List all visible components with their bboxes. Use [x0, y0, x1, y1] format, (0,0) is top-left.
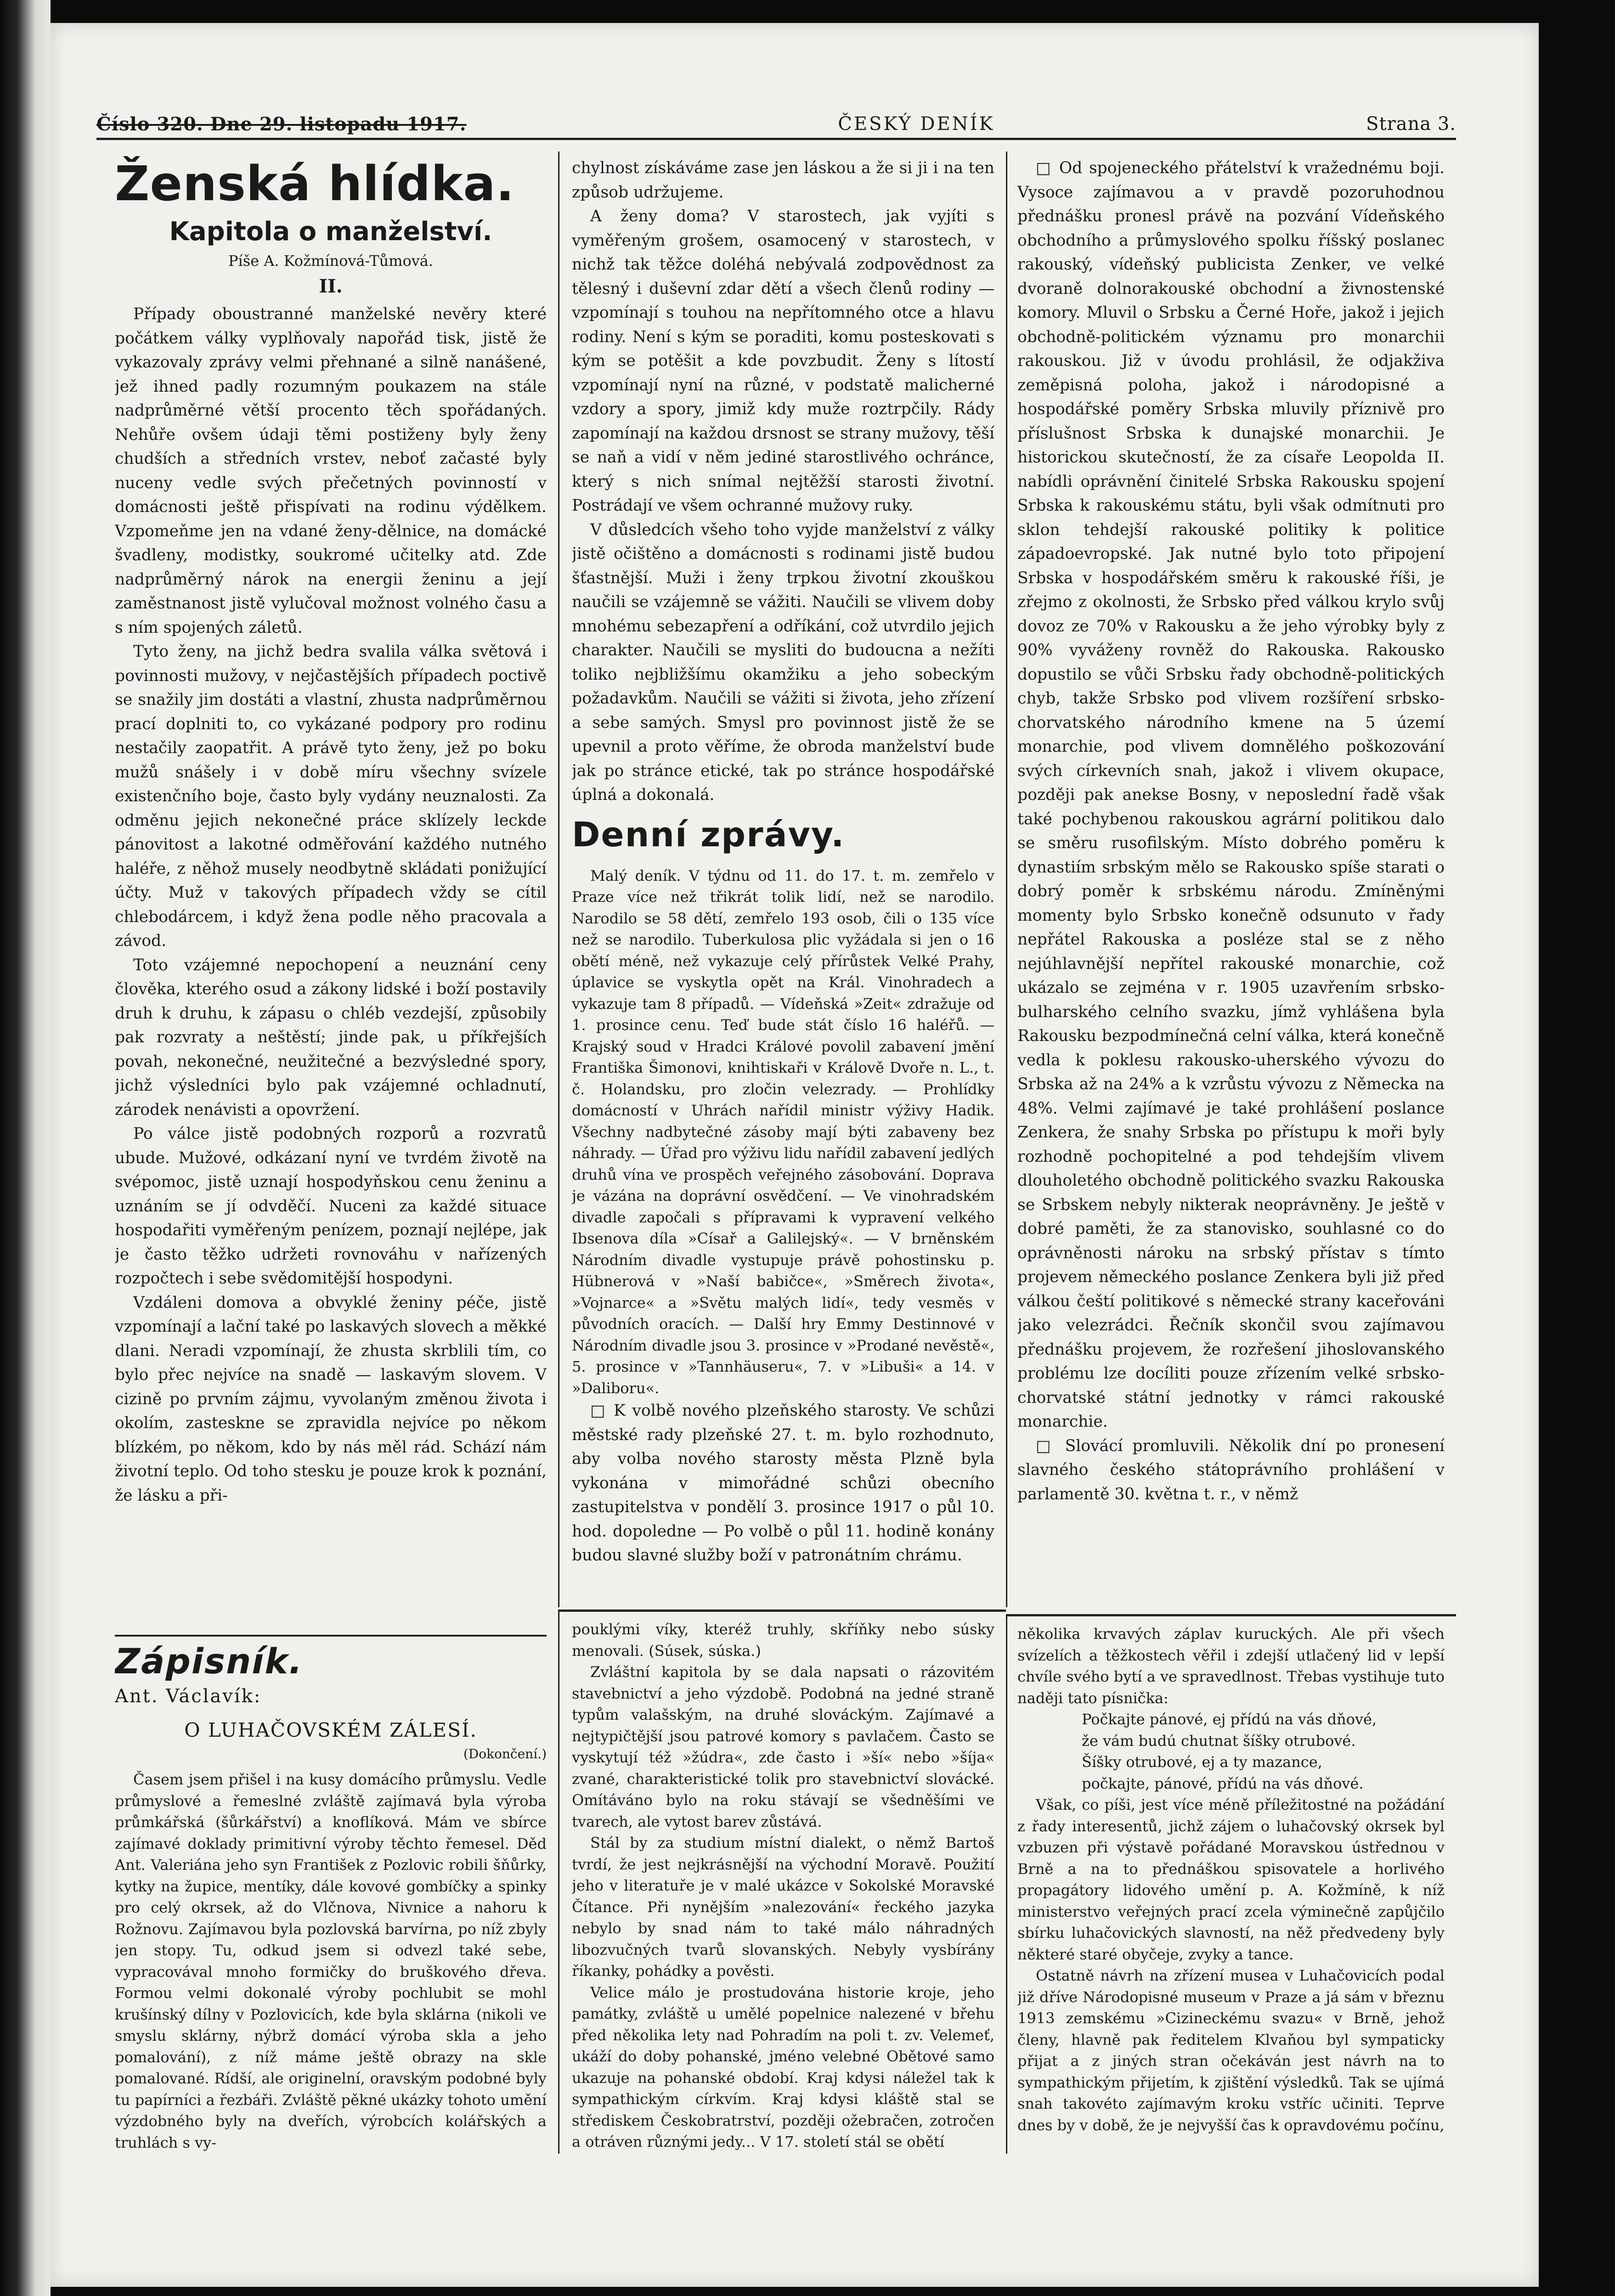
paragraph: V důsledcích všeho toho vyjde manželství z války jistě očištěno a domácnosti s rodinami jistě budou šťastnější. Muži i ženy trpkou životní zkouškou naučili se vzájemně se vážiti. Naučili se vlivem doby mnohému sebezapření a odříkání, což utvrdilo jejich charakter. Naučili se mysliti do budoucna a nežíti toliko nejbližšímu okamžiku a jeho sobeckým požadavkům. Naučili se vážiti si života, jeho zřízení a sebe samých. Smysl pro povinnost jistě že se upevnil a proto věříme, že obroda manželství bude jak po stránce etické, tak po stránce hospodářské úplná a dokonalá.: [572, 520, 994, 804]
column-3-top: [1017, 156, 1445, 1607]
section-heading: Ženská hlídka.: [115, 156, 515, 212]
column-rule: [558, 152, 559, 1607]
paragraph: Zvláštní kapitola by se dala napsati o rázovitém stavebnictví a jeho výzdobě. Podobná na jedné straně typům valašským, na druhé slováckým. Zajímavé a nejtypičtější jsou patrové komory s pavlačem. Často se vyskytují též »žúdra«, zde často i »ší« nebo »šíja« zvané, charakteristické tolik pro stavebnictví slovácké. Omítáváno bylo na roku stávají se všedněšími ve tvarech, ale vytost barev zůstává.: [572, 1663, 994, 1830]
paragraph: Ostatně návrh na zřízení musea v Luhačovicích podal již dříve Národopisné museum v Praze a já sám v březnu 1913 zemskému »Cizineckému svazu« v Brně, jehož členy, hlavně pak ředitelem Klvaňou byl sympaticky přijat a z jiných stran očekáván jest návrh na to sympathickým přijetím, k zjištění výsledků. Tak se ujímá snah takovéto zajímavým kroku vstříc učiniti. Teprve dnes by v době, že je nejvyšší čas k opravdovému počínu,: [1017, 1967, 1445, 2134]
page-header: [96, 110, 1456, 138]
column-zapisnik-3: [1017, 1623, 1445, 2154]
section-heading: Denní zprávy.: [572, 815, 845, 855]
column-zapisnik-1: [115, 1639, 547, 2154]
paragraph: Časem jsem přišel i na kusy domácího průmyslu. Vedle průmyslové a řemeslné zvláště zajímavá byla výroba průmkářská (šůrkářství) a knoflíková. Mám ve sbírce zajímavé doklady primitivní výroby těchto řemesel. Děd Ant. Valeriánа jeho syn František z Pozlovic robili šňůrky, kytky na župice, mentíky, dále kovové gombíčky a spinky pro celý okrsek, až do Vlčnova, Nivnice a nahoru k Rožnovu. Zajímavou byla pozlovská barvírna, po níž zbyly jen stopy. Tu, odkud jsem si odvezl také sebe, vypracovával mnoho formičky do bruškového dřeva. Formou velmi dokonalé výroby pochlubit se mohl krušínský dílny v Pozlovicích, kde byla sklárna (nikoli ve smyslu sklárny, nýbrž domácí výroba skla a jeho pomalování), z níž máme ještě obrazy na skle pomalované. Rídší, ale originelní, oravským podobné byly tu papírníci a řezbáři. Zvláště pěkné ukázky tohoto umění výzdobného byly na dveřích, výrobcích kolářských a truhlách s vy-: [115, 1771, 547, 2151]
verse-line: počkajte, pánové, přídú na vás dňové.: [1082, 1774, 1364, 1792]
section-rule: [1006, 1614, 1456, 1616]
page-number: Strana 3.: [1366, 113, 1456, 135]
page-curl-shadow: [0, 0, 51, 2296]
paragraph: Velice málo je prostudována historie kroje, jeho památky, zvláště u umělé popelnice nalezené v břehu před několika lety nad Pohradím na poli t. zv. Velemeť, ukáží do doby pohanské, jméno velebné Obětové samo ukazuje na pohanské období. Kraj kdysi náležel tak k sympathickým církvím. Kraj kdysi kláště stal se střediskem Českobratrství, později ožebračen, zotročen a otráven různými jedy... V 17. století stál se obětí: [572, 1983, 994, 2150]
paragraph: □ K volbě nového plzeňského starosty. Ve schůzi městské rady plzeňské 27. t. m. bylo rozhodnuto, aby volba nového starosty města Plzně byla vykonána v mimořádné schůzi obecního zastupitelstva v pondělí 3. prosince 1917 o půl 10. hod. dopoledne — Po volbě o půl 11. hodině konány budou slavné služby boží v patronátním chrámu.: [572, 1401, 994, 1564]
paragraph: □ Od spojeneckého přátelství k vražednému boji. Vysoce zajímavou a v pravdě pozoruhodnou přednášku pronesl právě na pozvání Vídeňského obchodního a průmyslového spolku říšský poslanec rakouský, vídeňský publicista Zenker, ve velké dvoraně dolnorakouské obchodní a živnostenské komory. Mluvil o Srbsku a Černé Hoře, jakož i jejich obchodně-politickém významu pro monarchii rakouskou. Již v úvodu prohlásil, že odjakživa zeměpisná poloha, jakož i národopisné a hospodářské poměry Srbska mluvily příznivě pro příslušnost Srbska k dunajské monarchii. Je historickou skutečností, že za císaře Leopolda II. nabídli oprávnění činitelé Srbska Rakousku spojení Srbska k rakouskému státu, byli však odmítnuti pro sklon tehdejší rakouské politiky k politice západoevropské. Jak nutné bylo toto připojení Srbska v hospodářském směru k rakouské říši, je zřejmo z okolnosti, že Srbsko před válkou krylo svůj dovoz ze 70% v Rakousku a že jeho výrobky byly z 90% vyváženy rovněž do Rakouska. Rakousko dopustilo se vůči Srbsku řady obchodně-politických chyb, takže Srbsko pod vlivem rozšíření srbsko-chorvatského národního kmene na 5 území monarchie, pod vlivem domnělého poškozování svých církevních snah, jakož i vlivem okupace, později pak anekse Bosny, v neposlední řadě však také pochybenou rakouskou agrární politikou dalo se směru rusofilským. Místo dobrého poměru k dynastiím srbským mělo se Rakousko spíše starati o dobrý poměr k srbskému národu. Zmíněnými momenty bylo Srbsko konečně odsunuto v řady nepřátel Rakouska a posléze stal se z něho nejúhlavnější nepřítel rakouské monarchie, což ukázalo se zejména v r. 1905 uzavřením srbsko-bulharského celního svazku, jímž vyhlášena byla Rakousku bezpodmínečná celní válka, která konečně vedla k poklesu rakousko-uherského vývozu do Srbska až na 24% a k vzrůstu vývozu z Německa na 48%. Velmi zajímavé je také prohlášení poslance Zenkera, že snahy Srbska po přístupu k moři byly rozhodně pochopitelné a pod tehdejším vlivem dlouholetého obchodně politického svazku Rakouska se Srbskem nebyly nikterak neoprávněny. Je ještě v dobré paměti, že za stanovisko, souhlasné co do oprávněnosti nároku na srbský přístav s tímto projevem německého poslance Zenkera byli již před válkou čeští politikové s německé strany kaceřováni jako velezrádci. Řečník skončil svou zajímavou přednášku projevem, že rozřešení jihoslovanského problému lze docíliti pouze zřízením velké srbsko-chorvatské státní jednotky v rámci rakouské monarchie.: [1017, 159, 1445, 1431]
article-part: II.: [319, 276, 343, 297]
paragraph: několika krvavých záplav kuruckých. Ale při všech svízelích a těžkostech věřil i zdejší utlačený lid v lepší chvíle svého bytí a ve spravedlnost. Třebas vystihuje tuto naději tato písnička:: [1017, 1625, 1445, 1707]
paragraph: Tyto ženy, na jichž bedra svalila válka světová i povinnosti mužovy, v nejčastějších případech poctivě se snažily jim dostáti a vlastní, zhusta nadprůměrnou prací doplniti to, co vykázané podpory pro rodinu nestačily zaopatřit. A právě tyto ženy, jež po boku mužů snášely i v době míru všechny svízele existenčního boje, často byly vydány neuznalosti. Za odměnu jejich nekonečné práce sklízely leckde pánovitost a lakotné odměřování každého nutného haléře, z něhož musely neodbytně skládati ponižující účty. Muž v takových případech vždy se cítil chlebodárcem, i když žena podle něho pracovala a závod.: [115, 642, 547, 950]
paragraph: Malý deník. V týdnu od 11. do 17. t. m. zemřelo v Praze více než třikrát tolik lidí, než se narodilo. Narodilo se 58 dětí, zemřelo 193 osob, čili o 135 více než se narodilo. Tuberkulosa plic vyžádala si jen o 16 obětí méně, než vykazuje celý přírůstek Velké Prahy, úplavice se vyskytla opět na Král. Vinohradech a vykazuje tam 8 případů. — Vídeňská »Zeit« zdražuje od 1. prosince cenu. Teď bude stát číslo 16 haléřů. — Krajský soud v Hradci Králové povolil zabavení jmění Františka Šimonovi, knihtiskaři v Králově Dvoře n. L., t. č. Holandsku, pro zločin velezrady. — Prohlídky domácností v Uhrách nařídil ministr výživy Hadik. Všechny nadbytečné zásoby mají býti zabaveny bez náhrady. — Úřad pro výživu lidu nařídil zabavení jedlých druhů vína ve prospěch veřejného zásobování. Doprava je vázána na doprávní osvědčení. — Ve vinohradském divadle započali s přípravami k vypravení velkého Ibsenova díla »Císař a Galilejský«. — V brněnském Národním divadle vystupuje právě pohostinsku p. Hübnerová v »Naší babičce«, »Směrech života«, »Vojnarce« a »Světu malých lidí«, tedy vesměs v původních oracích. — Další hry Emmy Destinnové v Národním divadle jsou 3. prosince v »Prodané nevěstě«, 5. prosince v »Tannhäuseru«, 7. v »Libuši« a 14. v »Daliboru«.: [572, 867, 994, 1397]
article-title: Kapitola o manželství.: [169, 217, 492, 247]
paragraph: chylnost získáváme zase jen láskou a že si ji i na ten způsob udržujeme.: [572, 159, 994, 202]
verse-line: Šíšky otrubové, ej a ty mazance,: [1082, 1753, 1322, 1771]
column-zenska-hlidka: [115, 156, 547, 1616]
article-title: O LUHAČOVSKÉM ZÁLESÍ.: [184, 1719, 477, 1741]
paragraph: A ženy doma? V starostech, jak vyjíti s vyměřeným grošem, osamocený v starostech, v nichž tak těžce doléhá nebývalá zodpovědnost za tělesný i duševní zdar dětí a všech členů rodiny — vzpomínají s touhou na nepřítomného otce a hlavu rodiny. Není s kým se poraditi, komu posteskovati s kým se potěšit a kde povzbudit. Ženy s lítostí vzpomínají nyní na různé, v podstatě malicherné vzdory a spory, jimiž kdy muže roztrpčily. Rády zapomínají na každou drsnost se strany mužovy, těší se naň a vidí v něm jediné starostlivého ochránce, který s nich snímal nejtěžší starosti životní. Postrádají ve všem ochranné mužovy ruky.: [572, 207, 994, 515]
newspaper-title: ČESKÝ DENÍK: [838, 113, 995, 135]
paragraph: Toto vzájemné nepochopení a neuznání ceny člověka, kterého osud a zákony lidské i boží postavily druh k druhu, k zápasu o chléb vezdejší, způsobily pak rozvraty a neštěstí; jinde pak, u příkřejších povah, nekonečné, neužitečné a bezvýsledné spory, jichž výsledníci bylo pak vzájemné ochladnutí, zárodek nenávisti a opovržení.: [115, 956, 547, 1119]
column-rule: [1006, 1616, 1007, 2154]
paragraph: Po válce jistě podobných rozporů a rozvratů ubude. Mužové, odkázaní nyní ve tvrdém životě na svépomoc, jistě uznají hospodyňskou cenu ženinu a uznáním se jí odvděčí. Nuceni za každé situace hospodařiti vyměřeným penízem, poznají nejlépe, jak je často těžko udržeti rovnováhu v nařízených rozpočtech i sebe svědomitější hospodyni.: [115, 1125, 547, 1288]
section-rule: [115, 1635, 547, 1637]
column-zapisnik-2: [572, 1619, 994, 2154]
verse-line: Počkajte pánové, ej přídú na vás dňové,: [1082, 1711, 1377, 1728]
paragraph: pouklými víky, kteréž truhly, skříňky nebo súsky menovali. (Súsek, súska.): [572, 1621, 994, 1660]
paragraph: Stál by za studium místní dialekt, o němž Bartoš tvrdí, že jest nejkrásnější na východní Moravě. Použití jeho v literatuře je v malé ukázce v Sokolské Moravské Čítance. Při nynějším »nalezování« řeckého jazyka nebylo by snad nám to také málo náhradných libozvučných tvarů slovanských. Nebyly vysbírány říkanky, pohádky a pověsti.: [572, 1834, 994, 1980]
article-author: Ant. Václavík:: [115, 1686, 262, 1707]
song-verse: [1017, 1709, 1445, 1794]
column-2-top: [572, 156, 994, 1607]
section-heading: Zápisník.: [115, 1641, 303, 1682]
issue-date: Číslo 320. Dne 29. listopadu 1917.: [96, 113, 467, 135]
column-rule: [1006, 152, 1007, 1607]
column-rule: [558, 1612, 559, 2154]
paragraph: □ Slovácí promluvili. Několik dní po pronesení slavného českého státoprávního prohlášení v parlamentě 30. května t. r., v němž: [1017, 1436, 1445, 1503]
paragraph: Však, co píši, jest více méně příležitostné na požádání z řady interesentů, jichž zájem o luhačovský okrsek byl vzbuzen při výstavě pořádané Moravskou ústřednou v Brně a na to přednáškou spisovatele a horlivého propagátory lidového umění p. A. Kožmíně, k níž ministerstvo veřejných prací zcela výminečně zapůjčilo sbírku luhačovických slavností, na něž předvedeny byly některé staré obyčeje, zvyky a tance.: [1017, 1796, 1445, 1963]
paragraph: Případy oboustranné manželské nevěry které počátkem války vyplňovaly napořád tisk, jistě že vykazovaly zprávy velmi přehnané a silně nanášené, jež ihned padly rozumným poukazem na stále nadprůměrné větší procento těch spořádaných. Nehůře ovšem údaji těmi postiženy byly ženy chudších a středních vrstev, neboť začasté byly nuceny vedle svých přečetných povinností v domácnosti ještě přispívati na rodinu výdělkem. Vzpomeňme jen na vdané ženy-dělnice, na domácké švadleny, modistky, soukromé učitelky atd. Zde nadprůměrný nárok na energii ženinu a její zaměstnanost jistě vylučoval možnost volného času a s ním spojených záletů.: [115, 305, 547, 637]
article-note: (Dokončení.): [463, 1746, 547, 1761]
verse-line: že vám budú chutnat šíšky otrubové.: [1082, 1732, 1356, 1750]
header-rule: [96, 138, 1456, 140]
paragraph: Vzdáleni domova a obvyklé ženiny péče, jistě vzpomínají a lační také po laskavých slovech a měkké dlani. Neradi vzpomínají, že zhusta skrblili tím, co bylo přec nejvíce na snadě — laskavým slovem. V cizině po prvním zájmu, vyvolaným změnou života i okolím, zastesknе se zpravidla nejvíce po někom blízkém, po někom, kdo by nás měl rád. Schází nám životní teplo. Od toho stesku je pouze krok k poznání, že lásku a při-: [115, 1293, 547, 1505]
article-byline: Píše A. Kožmínová-Tůmová.: [228, 252, 434, 270]
section-rule: [558, 1609, 1006, 1612]
